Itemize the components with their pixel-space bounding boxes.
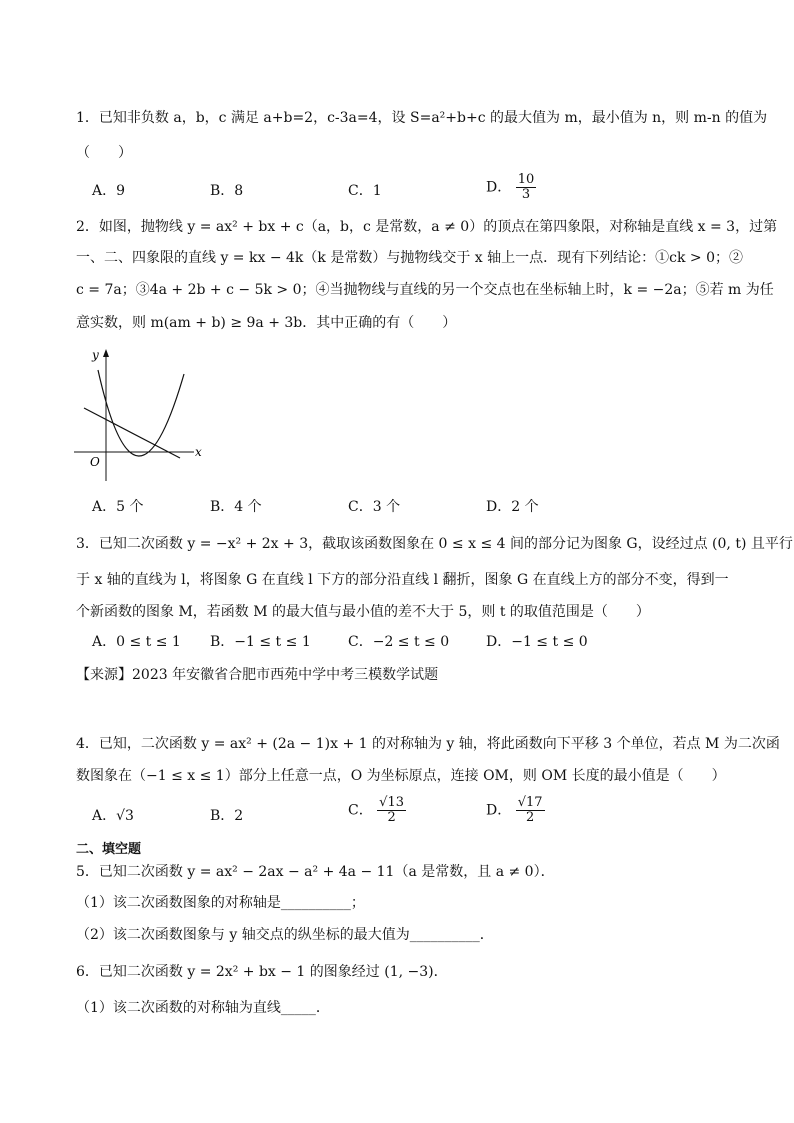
q2-stem-line4: 意实数，则 m(am + b) ≥ 9a + 3b．其中正确的有（ ） <box>76 315 457 331</box>
q4-c-numerator: √13 <box>379 795 404 810</box>
q4-option-c-fraction <box>377 796 406 825</box>
q3-option-a: A．0 ≤ t ≤ 1 <box>92 634 181 650</box>
q5-stem-line1: 5．已知二次函数 y = ax² − 2ax − a² + 4a − 11（a 是常数，且 a ≠ 0）． <box>76 864 555 880</box>
q4-d-numerator: √17 <box>517 795 543 810</box>
q4-stem-line2: 数图象在（−1 ≤ x ≤ 1）部分上任意一点，O 为坐标原点，连接 OM，则 OM 长度的最小值是（ ） <box>76 768 726 784</box>
origin-label: O <box>90 455 100 469</box>
y-axis-arrow <box>103 349 109 357</box>
q2-option-c: C．3 个 <box>348 499 401 515</box>
q1-option-d-fraction <box>516 173 537 202</box>
q3-option-b: B．−1 ≤ t ≤ 1 <box>210 634 311 650</box>
q3-option-c: C．−2 ≤ t ≤ 0 <box>348 634 450 650</box>
q4-option-d-label: D． <box>486 802 512 819</box>
q1-d-denominator: 3 <box>521 187 531 202</box>
q2-option-a: A．5 个 <box>92 499 144 515</box>
q4-c-denominator: 2 <box>387 810 396 825</box>
y-axis-label: y <box>92 348 99 362</box>
q4-option-c <box>348 796 406 825</box>
q4-option-c-label: C． <box>348 802 373 819</box>
q2-parabola-graph <box>70 345 210 485</box>
q1-option-b: B．8 <box>210 183 244 199</box>
q1-d-numerator: 10 <box>517 172 535 187</box>
q3-stem-line2: 于 x 轴的直线为 l，将图象 G 在直线 l 下方的部分沿直线 l 翻折，图象 G 在直线上方的部分不变，得到一 <box>76 572 729 588</box>
q4-option-d <box>486 796 545 825</box>
q4-option-d-fraction <box>516 796 545 825</box>
q1-option-c: C．1 <box>348 183 382 199</box>
line-kx-4k <box>84 408 180 458</box>
q2-stem-line3: c = 7a；③4a + 2b + c − 5k > 0；④当抛物线与直线的另一个交点也在坐标轴上时，k = −2a；⑤若 m 为任 <box>76 282 774 298</box>
q6-stem-line1: 6．已知二次函数 y = 2x² + bx − 1 的图象经过 (1, −3)． <box>76 964 448 980</box>
q4-d-denominator: 2 <box>525 810 535 825</box>
q4-option-a: A．√3 <box>92 808 134 824</box>
x-axis-label: x <box>195 445 202 459</box>
q1-option-d <box>486 173 536 202</box>
q2-stem-line2: 一、二、四象限的直线 y = kx − 4k（k 是常数）与抛物线交于 x 轴上一点．现有下列结论：①ck > 0；② <box>76 250 743 266</box>
q2-option-d: D．2 个 <box>486 499 539 515</box>
q2-option-b: B．4 个 <box>210 499 262 515</box>
section-fill-in-blank-heading: 二、填空题 <box>76 842 142 857</box>
q3-stem-line3: 个新函数的图象 M，若函数 M 的最大值与最小值的差不大于 5，则 t 的取值范围是（ ） <box>76 604 650 620</box>
parabola-curve <box>98 370 184 456</box>
q1-stem-line2: （ ） <box>76 145 132 161</box>
q2-stem-line1: 2．如图，抛物线 y = ax² + bx + c（a，b，c 是常数，a ≠ 0）的顶点在第四象限，对称轴是直线 x = 3，过第 <box>76 219 778 235</box>
q3-source-note: 【来源】2023 年安徽省合肥市西苑中学中考三模数学试题 <box>76 667 439 683</box>
q1-option-d-label: D． <box>486 179 512 196</box>
q1-option-a: A．9 <box>92 183 126 199</box>
q1-stem-line1: 1．已知非负数 a，b，c 满足 a+b=2，c-3a=4，设 S=a²+b+c 的最大值为 m，最小值为 n，则 m-n 的值为 <box>76 110 768 126</box>
q4-option-b: B．2 <box>210 808 244 824</box>
q4-stem-line1: 4．已知，二次函数 y = ax² + (2a − 1)x + 1 的对称轴为 y 轴，将此函数向下平移 3 个单位，若点 M 为二次函 <box>76 736 780 752</box>
q5-part1: （1）该二次函数图象的对称轴是__________； <box>76 895 365 911</box>
q5-part2: （2）该二次函数图象与 y 轴交点的纵坐标的最大值为__________． <box>76 927 494 943</box>
q3-option-d: D．−1 ≤ t ≤ 0 <box>486 634 588 650</box>
q6-part1: （1）该二次函数的对称轴为直线_____． <box>76 1000 330 1016</box>
q3-stem-line1: 3．已知二次函数 y = −x² + 2x + 3，截取该函数图象在 0 ≤ x ≤ 4 间的部分记为图象 G，设经过点 (0, t) 且平行 <box>76 536 793 552</box>
